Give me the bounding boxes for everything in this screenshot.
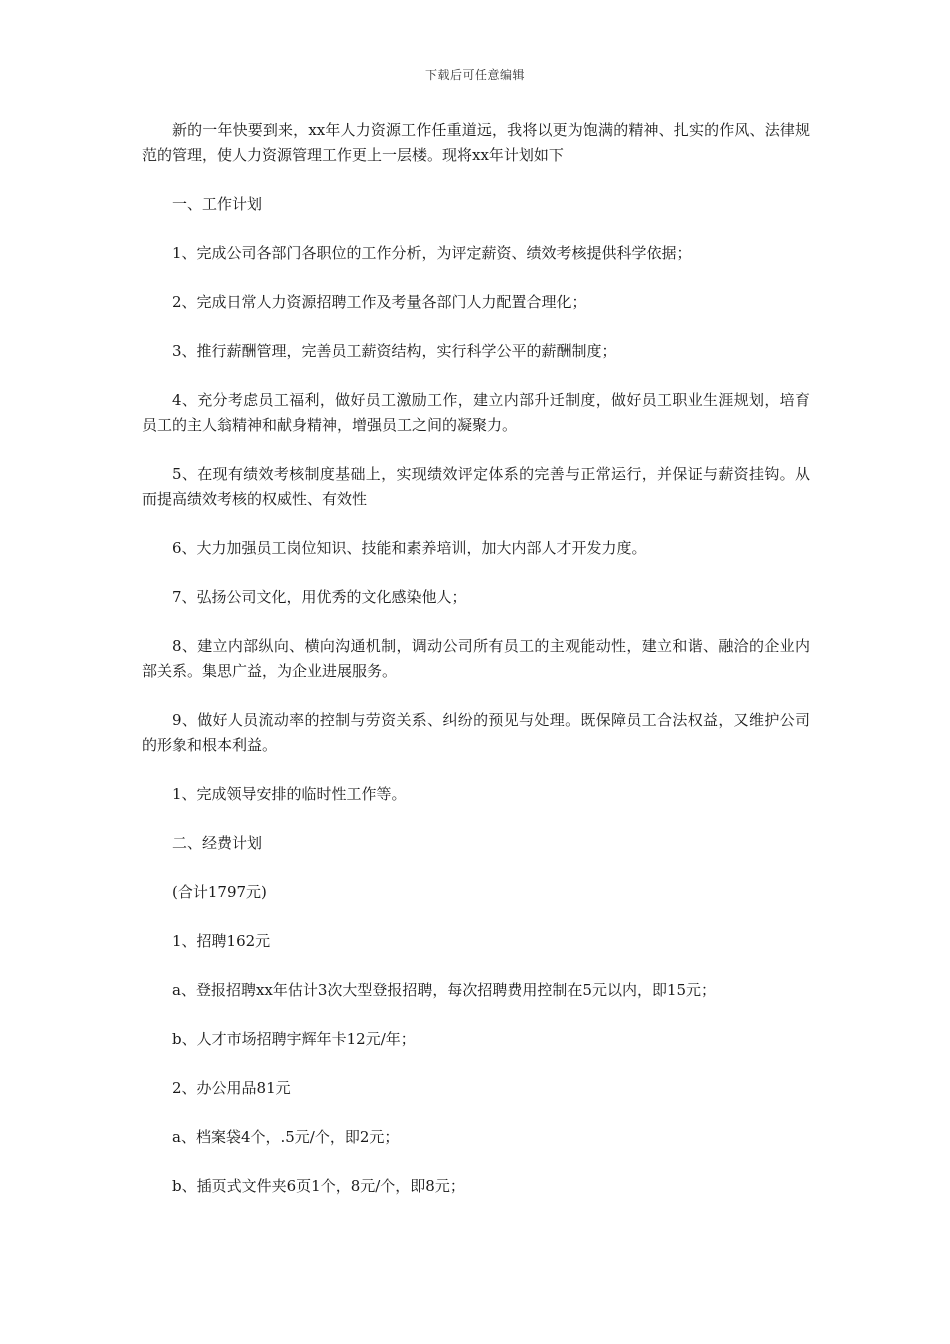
budget-item: 1、招聘162元 xyxy=(172,932,271,950)
section-heading-work-plan: 一、工作计划 xyxy=(172,195,263,213)
budget-sub-item: b、人才市场招聘宇辉年卡12元/年； xyxy=(172,1030,416,1048)
work-plan-item: 2、完成日常人力资源招聘工作及考量各部门人力配置合理化； xyxy=(172,293,587,311)
budget-item: 2、办公用品81元 xyxy=(172,1079,291,1097)
intro-paragraph: 新的一年快要到来，xx年人力资源工作任重道远，我将以更为饱满的精神、扎实的作风、法律规范的管理，使人力资源管理工作更上一层楼。现将xx年计划如下 xyxy=(142,121,810,164)
work-plan-item: 5、在现有绩效考核制度基础上，实现绩效评定体系的完善与正常运行，并保证与薪资挂钩。从而提高绩效考核的权威性、有效性 xyxy=(142,465,810,508)
budget-sub-item: a、登报招聘xx年估计3次大型登报招聘，每次招聘费用控制在5元以内，即15元； xyxy=(172,981,717,999)
budget-sub-item: a、档案袋4个，.5元/个，即2元； xyxy=(172,1128,400,1146)
budget-sub-item: b、插页式文件夹6页1个，8元/个，即8元； xyxy=(172,1177,465,1195)
section-heading-budget-plan: 二、经费计划 xyxy=(172,834,263,852)
work-plan-item: 9、做好人员流动率的控制与劳资关系、纠纷的预见与处理。既保障员工合法权益，又维护公司的形象和根本利益。 xyxy=(142,711,810,754)
budget-total: (合计1797元) xyxy=(172,883,267,901)
work-plan-item: 1、完成公司各部门各职位的工作分析，为评定薪资、绩效考核提供科学依据； xyxy=(172,244,692,262)
work-plan-item: 8、建立内部纵向、横向沟通机制，调动公司所有员工的主观能动性，建立和谐、融洽的企业内部关系。集思广益，为企业进展服务。 xyxy=(142,637,810,680)
document-body xyxy=(142,118,810,1223)
work-plan-item: 7、弘扬公司文化，用优秀的文化感染他人； xyxy=(172,588,467,606)
work-plan-item: 3、推行薪酬管理，完善员工薪资结构，实行科学公平的薪酬制度； xyxy=(172,342,617,360)
page-header-note: 下载后可任意编辑 xyxy=(424,68,525,82)
work-plan-item: 6、大力加强员工岗位知识、技能和素养培训，加大内部人才开发力度。 xyxy=(172,539,647,557)
work-plan-item: 1、完成领导安排的临时性工作等。 xyxy=(172,785,407,803)
work-plan-item: 4、充分考虑员工福利，做好员工激励工作，建立内部升迁制度，做好员工职业生涯规划，培育员工的主人翁精神和献身精神，增强员工之间的凝聚力。 xyxy=(142,391,810,434)
